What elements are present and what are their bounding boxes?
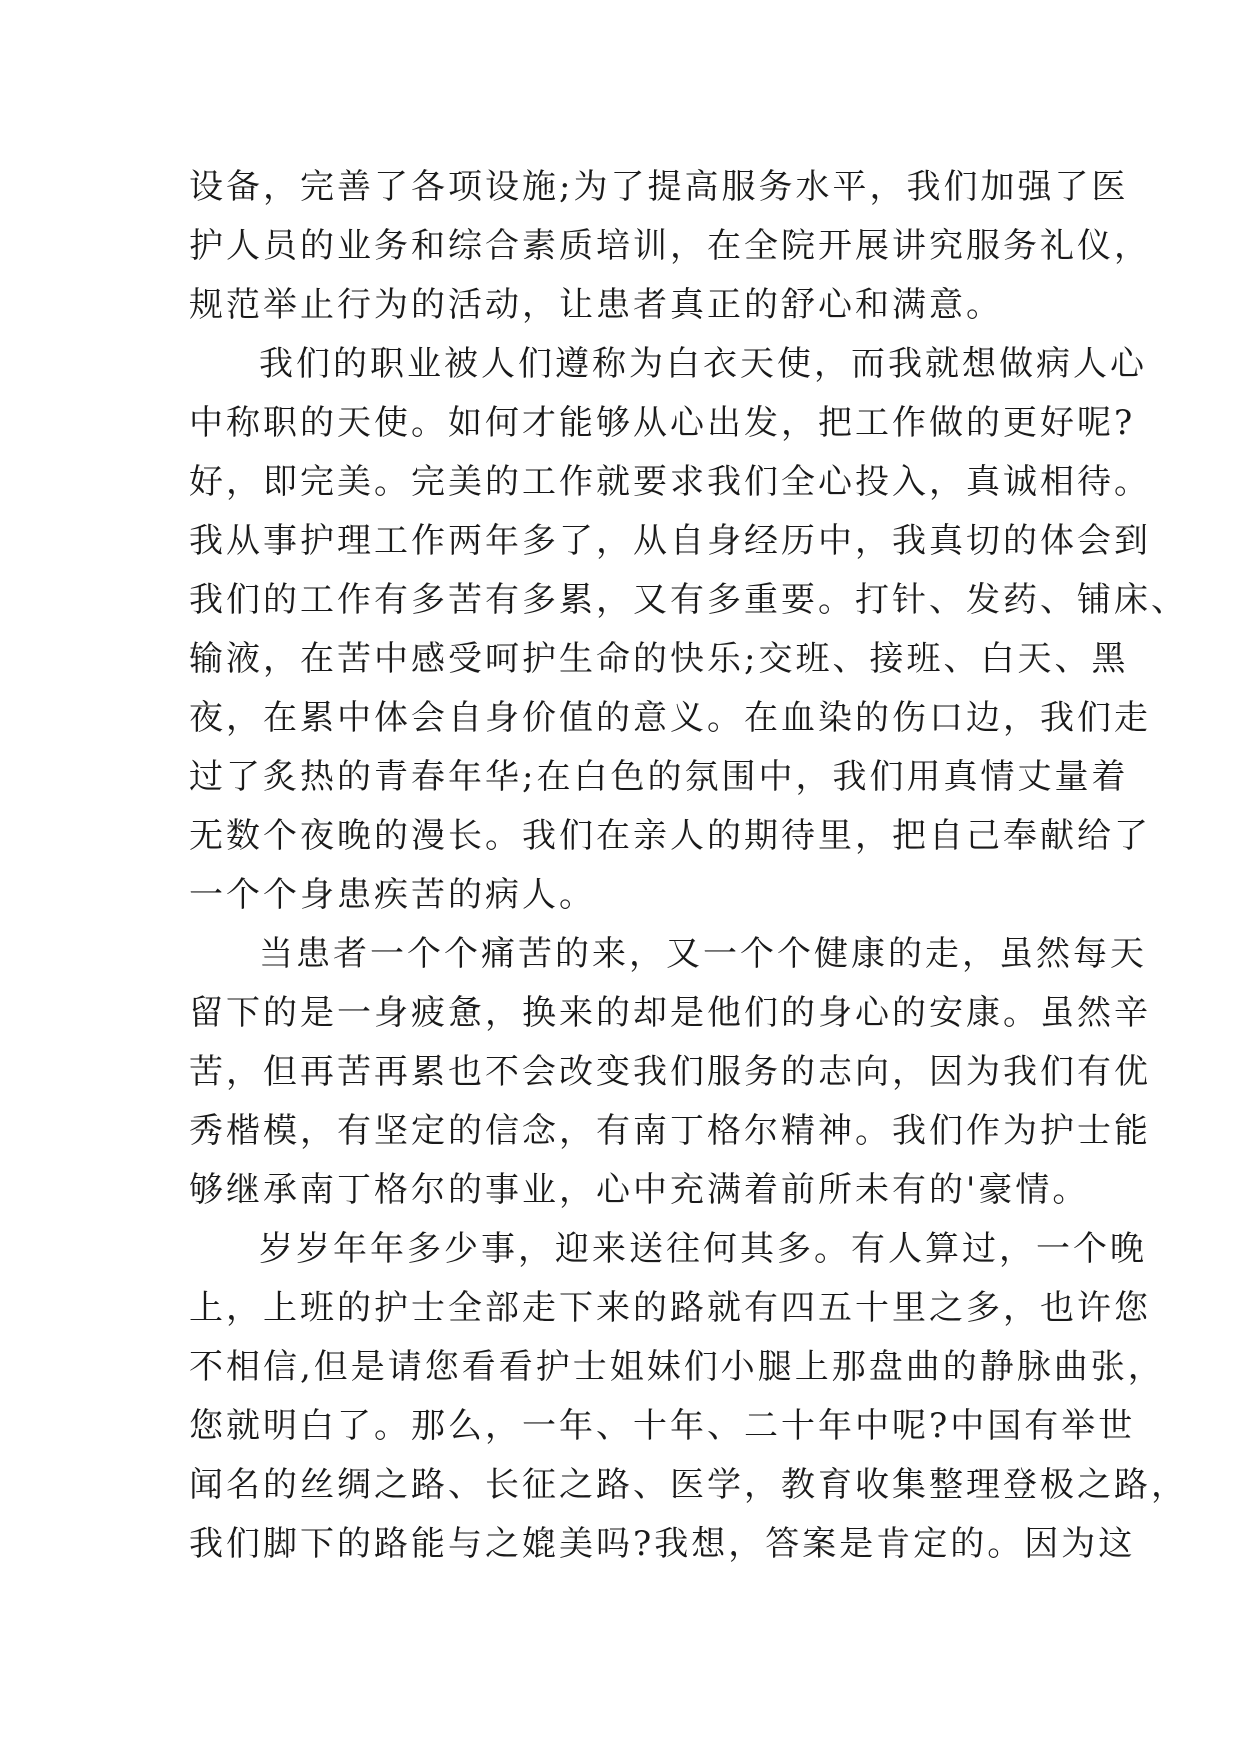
text-line: 不相信,但是请您看看护士姐妹们小腿上那盘曲的静脉曲张，: [189, 1347, 1165, 1387]
text-line: 设备，完善了各项设施;为了提高服务水平，我们加强了医: [189, 167, 1129, 207]
document-body: [189, 158, 1188, 1574]
text-line: 我们的职业被人们遵称为白衣天使，而我就想做病人心: [259, 344, 1147, 384]
text-line: 岁岁年年多少事，迎来送往何其多。有人算过，一个晚: [259, 1229, 1147, 1269]
text-line: 苦，但再苦再累也不会改变我们服务的志向，因为我们有优: [189, 1052, 1151, 1092]
text-line: 夜，在累中体会自身价值的意义。在血染的伤口边，我们走: [189, 698, 1151, 738]
paragraph: [189, 1220, 1188, 1574]
text-line: 闻名的丝绸之路、长征之路、医学，教育收集整理登极之路，: [189, 1465, 1188, 1505]
text-line: 上，上班的护士全部走下来的路就有四五十里之多，也许您: [189, 1288, 1151, 1328]
text-line: 您就明白了。那么，一年、十年、二十年中呢?中国有举世: [189, 1406, 1136, 1446]
text-line: 中称职的天使。如何才能够从心出发，把工作做的更好呢?: [189, 403, 1136, 443]
text-line: 我们的工作有多苦有多累，又有多重要。打针、发药、铺床、: [189, 580, 1188, 620]
paragraph: [189, 158, 1151, 335]
text-line: 当患者一个个痛苦的来，又一个个健康的走，虽然每天: [259, 934, 1147, 974]
text-line: 我们脚下的路能与之媲美吗?我想，答案是肯定的。因为这: [189, 1524, 1136, 1564]
text-line: 好，即完美。完美的工作就要求我们全心投入，真诚相待。: [189, 462, 1151, 502]
text-line: 一个个身患疾苦的病人。: [189, 875, 596, 915]
text-line: 规范举止行为的活动，让患者真正的舒心和满意。: [189, 285, 1003, 325]
text-line: 我从事护理工作两年多了，从自身经历中，我真切的体会到: [189, 521, 1151, 561]
text-line: 护人员的业务和综合素质培训，在全院开展讲究服务礼仪，: [189, 226, 1151, 266]
paragraph: [189, 335, 1188, 925]
text-line: 无数个夜晚的漫长。我们在亲人的期待里，把自己奉献给了: [189, 816, 1151, 856]
text-line: 秀楷模，有坚定的信念，有南丁格尔精神。我们作为护士能: [189, 1111, 1151, 1151]
paragraph: [189, 925, 1151, 1220]
text-line: 留下的是一身疲惫，换来的却是他们的身心的安康。虽然辛: [189, 993, 1151, 1033]
text-line: 过了炙热的青春年华;在白色的氛围中，我们用真情丈量着: [189, 757, 1129, 797]
text-line: 够继承南丁格尔的事业，心中充满着前所未有的'豪情。: [189, 1170, 1090, 1210]
text-line: 输液，在苦中感受呵护生命的快乐;交班、接班、白天、黑: [189, 639, 1129, 679]
